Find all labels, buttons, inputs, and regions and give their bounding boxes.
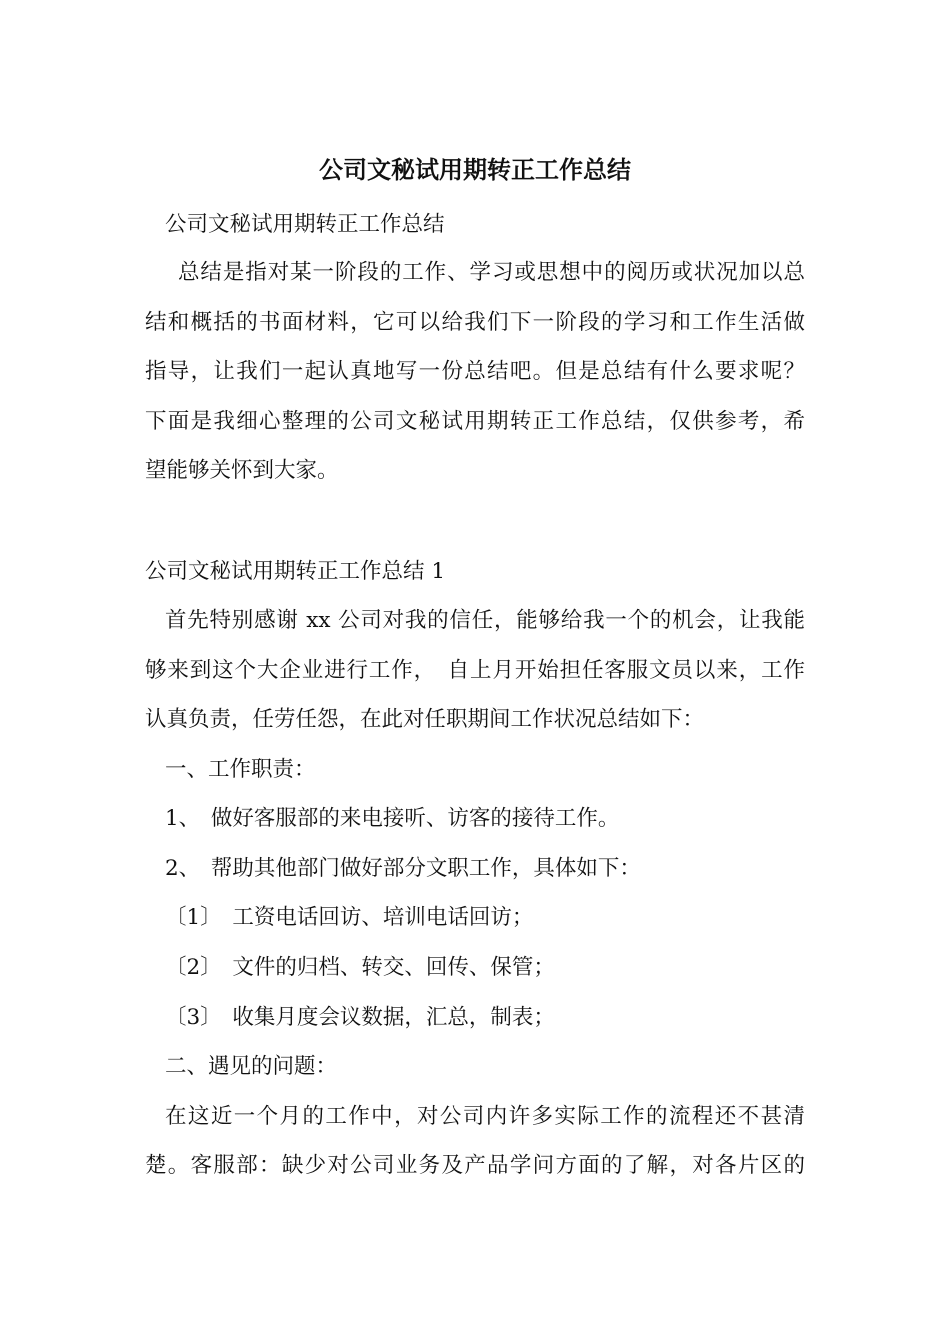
paragraph-line: 认真负责，任劳任怨，在此对任职期间工作状况总结如下： bbox=[145, 707, 705, 732]
paragraph-line: 指导，让我们一起认真地写一份总结吧。但是总结有什么要求呢？ bbox=[145, 359, 805, 384]
document-title: 公司文秘试用期转正工作总结 bbox=[319, 155, 631, 184]
paragraph-line: 下面是我细心整理的公司文秘试用期转正工作总结，仅供参考，希 bbox=[145, 409, 805, 434]
paragraph-line: 总结是指对某一阶段的工作、学习或思想中的阅历或状况加以总 bbox=[178, 260, 805, 285]
list-item: 〔2〕 文件的归档、转交、回传、保管； bbox=[165, 955, 555, 980]
list-item: 〔3〕 收集月度会议数据，汇总，制表； bbox=[165, 1005, 555, 1030]
list-item: 1、 做好客服部的来电接听、访客的接待工作。 bbox=[165, 806, 620, 831]
subtitle-line: 公司文秘试用期转正工作总结 bbox=[165, 212, 445, 237]
paragraph-line: 楚。客服部：缺少对公司业务及产品学问方面的了解，对各片区的 bbox=[145, 1153, 805, 1178]
paragraph-line: 结和概括的书面材料，它可以给我们下一阶段的学习和工作生活做 bbox=[145, 310, 805, 335]
list-item: 2、 帮助其他部门做好部分文职工作，具体如下： bbox=[165, 856, 641, 881]
list-heading: 二、遇见的问题： bbox=[165, 1054, 338, 1079]
paragraph-line: 够来到这个大企业进行工作， 自上月开始担任客服文员以来，工作 bbox=[145, 658, 805, 683]
paragraph-line: 在这近一个月的工作中，对公司内许多实际工作的流程还不甚清 bbox=[165, 1104, 805, 1129]
paragraph-line: 首先特别感谢 xx 公司对我的信任，能够给我一个的机会，让我能 bbox=[165, 608, 805, 633]
paragraph-line: 望能够关怀到大家。 bbox=[145, 458, 339, 483]
section-heading: 公司文秘试用期转正工作总结 1 bbox=[145, 559, 446, 584]
list-heading: 一、工作职责： bbox=[165, 757, 316, 782]
list-item: 〔1〕 工资电话回访、培训电话回访； bbox=[165, 905, 534, 930]
